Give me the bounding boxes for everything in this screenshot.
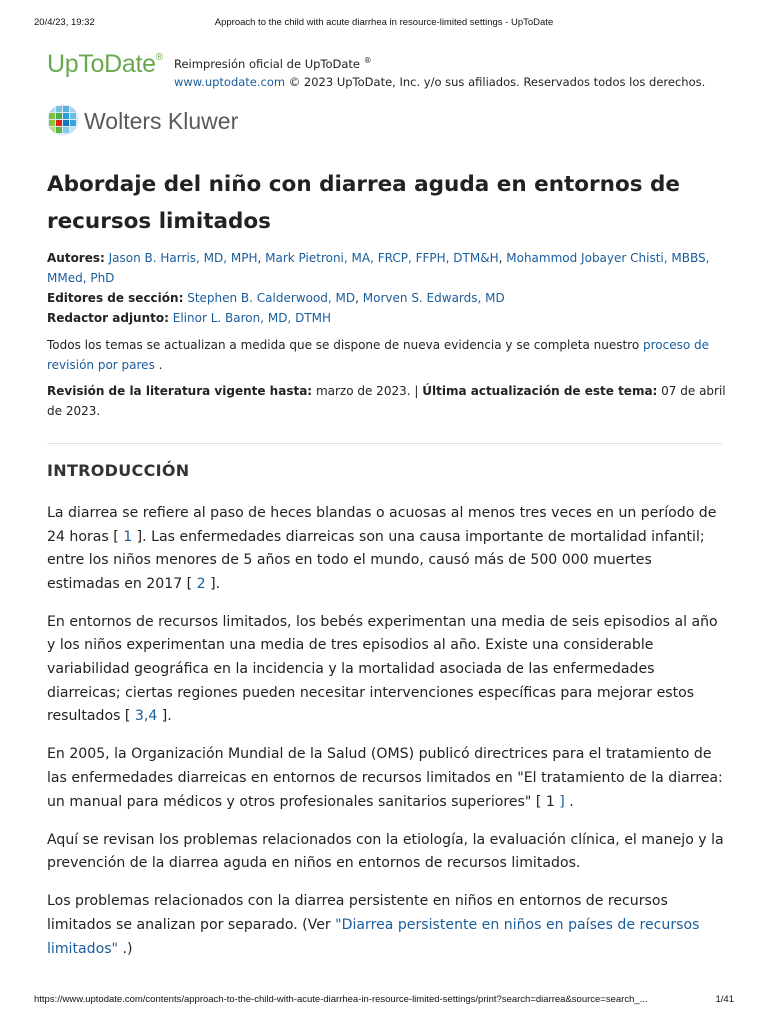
- author-link[interactable]: Mohammod Jobayer Chisti, MBBS, MMed, PhD: [47, 251, 710, 285]
- uptodate-logo-reg: ®: [155, 52, 163, 63]
- editors-line: Editores de sección: Stephen B. Calderwood, MD, Morven S. Edwards, MD: [47, 291, 505, 305]
- review-label: Revisión de la literatura vigente hasta:: [47, 384, 313, 398]
- peer-review-link[interactable]: proceso de revisión por pares: [47, 338, 710, 372]
- last-update-date: 07 de abril de 2023.: [47, 384, 726, 418]
- intro-paragraph-3: [47, 743, 727, 814]
- print-date: 20/4/23, 19:32: [34, 17, 95, 28]
- text-run: .: [569, 793, 574, 810]
- deputy-editor-line: [47, 308, 727, 328]
- reprint-notice: [174, 52, 705, 91]
- deputy-editor-label: Redactor adjunto:: [47, 311, 169, 325]
- uptodate-logo: [47, 50, 163, 79]
- intro-paragraph-4: Aquí se revisan los problemas relacionados con la etiología, la evaluación clínica, el manejo y la prevención de la diarrea aguda en niños en entornos de recursos limitados.: [47, 831, 724, 872]
- article-title: Abordaje del niño con diarrea aguda en entornos de recursos limitados: [47, 172, 680, 234]
- print-url: https://www.uptodate.com/contents/approach-to-the-child-with-acute-diarrhea-in-resource-limited-settings/print?search=diarrea&source=search_...: [34, 994, 648, 1005]
- topic-link[interactable]: "Diarrea persistente en niños en países de recursos limitados": [47, 916, 700, 957]
- intro-body: [47, 502, 727, 976]
- reference-link[interactable]: 1: [123, 528, 133, 545]
- author-link[interactable]: Mark Pietroni, MA, FRCP, FFPH, DTM&H: [265, 251, 499, 265]
- print-header: [0, 17, 768, 31]
- editor-link[interactable]: Stephen B. Calderwood, MD: [187, 291, 356, 305]
- brand-row: [47, 50, 727, 90]
- last-update-label: Última actualización de este tema:: [422, 384, 658, 398]
- review-dates: [47, 381, 727, 421]
- page-number: 1/41: [715, 994, 734, 1005]
- text-run: .): [122, 940, 133, 957]
- text-run: Los problemas relacionados con la diarrea persistente en niños en entornos de recursos limitados se analizan por separado. (Ver: [47, 893, 668, 933]
- author-link[interactable]: Jason B. Harris, MD, MPH: [108, 251, 258, 265]
- reprint-reg: ®: [363, 56, 372, 65]
- text-run: En 2005, la Organización Mundial de la Salud (OMS) publicó directrices para el tratamiento de las enfermedades diarreicas en entornos de recursos limitados en "El tratamiento de la diarrea: un manual para médicos y otros profesionales sanitarios superiores" [ 1: [47, 746, 723, 810]
- reference-link[interactable]: ]: [559, 793, 565, 810]
- text-run: ].: [161, 708, 172, 725]
- intro-paragraph-2: [47, 611, 727, 729]
- uptodate-site-link[interactable]: www.uptodate.com: [174, 74, 286, 89]
- text-run: ].: [210, 575, 221, 592]
- wolters-kluwer-name: Wolters Kluwer: [84, 108, 239, 134]
- reference-link[interactable]: 3,4: [134, 708, 158, 725]
- print-document-title: Approach to the child with acute diarrhea in resource-limited settings - UpToDate: [214, 17, 554, 28]
- print-footer: [0, 994, 768, 1008]
- reprint-line: Reimpresión oficial de UpToDate: [174, 56, 360, 71]
- authors-label: Autores:: [47, 251, 105, 265]
- update-note: [47, 335, 727, 375]
- intro-heading: INTRODUCCIÓN: [47, 461, 190, 480]
- review-date: marzo de 2023.: [315, 384, 411, 398]
- wolters-kluwer-globe-icon: [47, 104, 79, 136]
- editor-link[interactable]: Morven S. Edwards, MD: [362, 291, 505, 305]
- reference-link[interactable]: 2: [196, 575, 206, 592]
- text-run: La diarrea se refiere al paso de heces blandas o acuosas al menos tres veces en un período de 24 horas [: [47, 505, 717, 545]
- uptodate-logo-text: UpToDate: [47, 50, 156, 78]
- intro-paragraph-5: [47, 890, 727, 961]
- date-separator: |: [414, 384, 419, 398]
- authors-line: Autores: Jason B. Harris, MD, MPH, Mark Pietroni, MA, FRCP, FFPH, DTM&H, Mohammod Jobayer Chisti, MBBS, MMed, PhD: [47, 251, 710, 285]
- text-run: En entornos de recursos limitados, los bebés experimentan una media de seis episodios al año y los niños experimentan una media de tres episodios al año. Existe una considerable variabilidad geográfica en la incidencia y la mortalidad asociada de las enfermedades diarreicas; ciertas regiones pueden necesitar intervenciones específicas para mejorar estos resultados [: [47, 613, 718, 725]
- section-divider: [47, 443, 722, 444]
- update-note-end: .: [158, 358, 163, 372]
- article-metadata: [47, 248, 727, 421]
- deputy-editor-link[interactable]: Elinor L. Baron, MD, DTMH: [172, 311, 332, 325]
- editors-label: Editores de sección:: [47, 291, 184, 305]
- intro-paragraph-1: [47, 502, 727, 596]
- update-note-text: Todos los temas se actualizan a medida que se dispone de nueva evidencia y se completa nuestro: [47, 338, 640, 352]
- copyright-text: © 2023 UpToDate, Inc. y/o sus afiliados. Reservados todos los derechos.: [288, 74, 706, 89]
- text-run: ]. Las enfermedades diarreicas son una causa importante de mortalidad infantil; entre los niños menores de 5 años en todo el mundo, causó más de 500 000 muertes estimadas en 2017 [: [47, 528, 705, 592]
